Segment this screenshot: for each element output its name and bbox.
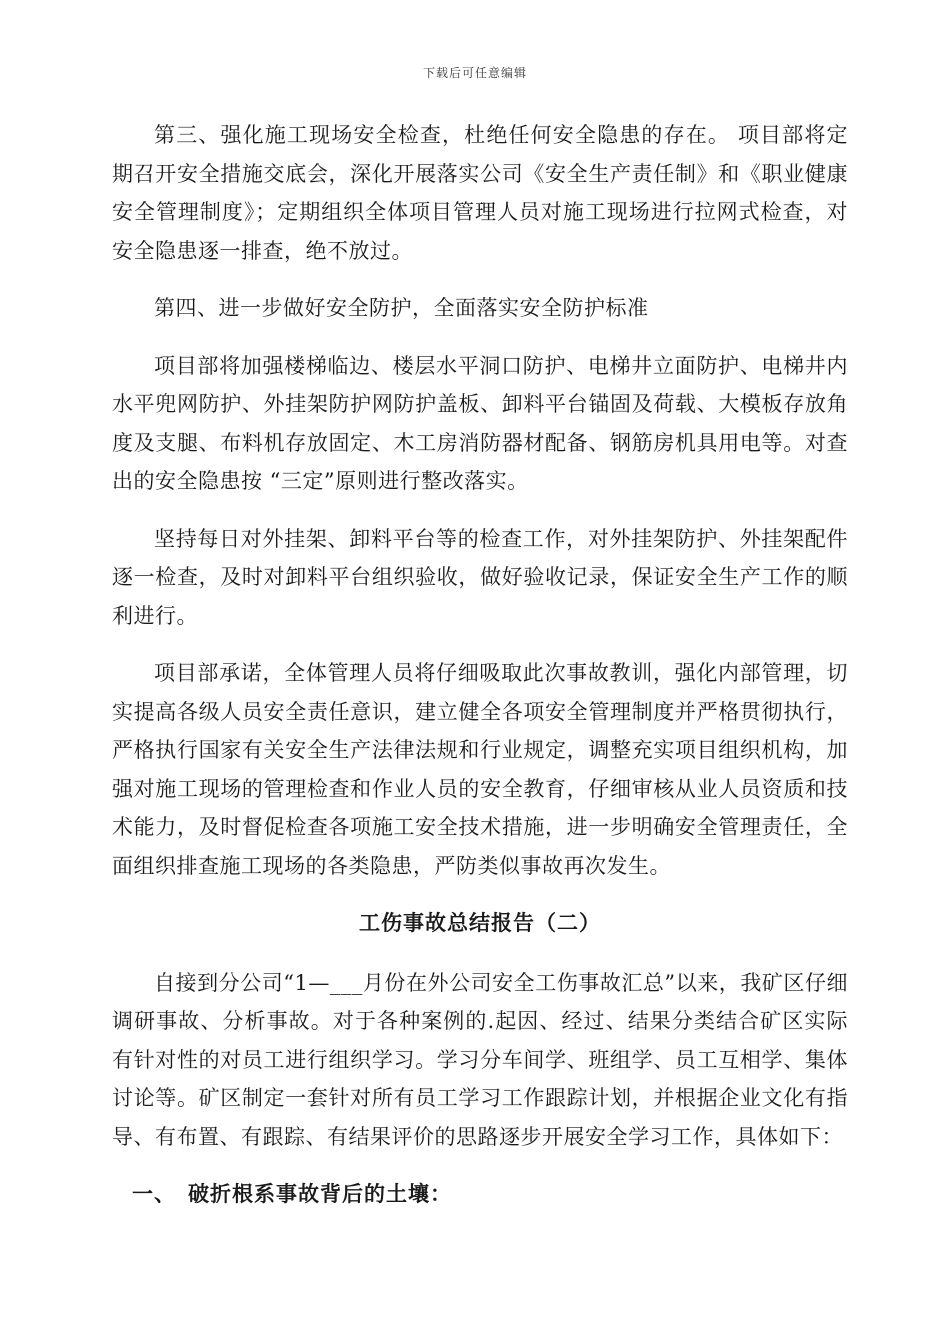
paragraph-fourth-measure-heading: 第四、进一步做好安全防护，全面落实安全防护标准 [154,296,649,320]
document-body [112,116,848,1214]
paragraph-commitment: 项目部承诺，全体管理人员将仔细吸取此次事故教训，强化内部管理，切实提高各级人员安全责任意识，建立健全各项安全管理制度并严格贯彻执行，严格执行国家有关安全生产法律法规和行业规定，调整充实项目组织机构，加强对施工现场的管理检查和作业人员的安全教育，仔细审核从业人员资质和技术能力，及时督促检查各项施工安全技术措施，进一步明确安全管理责任，全面组织排查施工现场的各类隐患，严防类似事故再次发生。 [112,661,848,878]
paragraph-daily-inspection: 坚持每日对外挂架、卸料平台等的检查工作，对外挂架防护、外挂架配件逐一检查，及时对卸料平台组织验收，做好验收记录，保证安全生产工作的顺利进行。 [112,526,848,628]
page-header: 下载后可任意编辑 [422,66,527,80]
sub-heading-text: 破折根系事故背后的土壤： [188,1181,452,1206]
paragraph-report-intro: 自接到分公司“1—___月份在外公司安全工伤事故汇总”以来，我矿区仔细调研事故、分析事故。对于各种案例的.起因、经过、结果分类结合矿区实际有针对性的对员工进行组织学习。学习分车间学、班组学、员工互相学、集体讨论等。矿区制定一套针对所有员工学习工作跟踪计划，并根据企业文化有指导、有布置、有跟踪、有结果评价的思路逐步开展安全学习工作，具体如下： [112,970,848,1149]
paragraph-third-measure: 第三、强化施工现场安全检查，杜绝任何安全隐患的存在。 项目部将定期召开安全措施交底会，深化开展落实公司《安全生产责任制》和《职业健康安全管理制度》；定期组织全体项目管理人员对施工现场进行拉网式检查，对安全隐患逐一排查，绝不放过。 [112,123,848,263]
paragraph-protection-details: 项目部将加强楼梯临边、楼层水平洞口防护、电梯井立面防护、电梯井内水平兜网防护、外挂架防护网防护盖板、卸料平台锚固及荷载、大模板存放角度及支腿、布料机存放固定、木工房消防器材配备、钢筋房机具用电等。对查出的安全隐患按 “三定”原则进行整改落实。 [112,353,848,493]
sub-heading-number: 一、 [132,1181,176,1206]
section-title: 工伤事故总结报告（二） [359,910,601,935]
sub-heading [112,1175,848,1214]
